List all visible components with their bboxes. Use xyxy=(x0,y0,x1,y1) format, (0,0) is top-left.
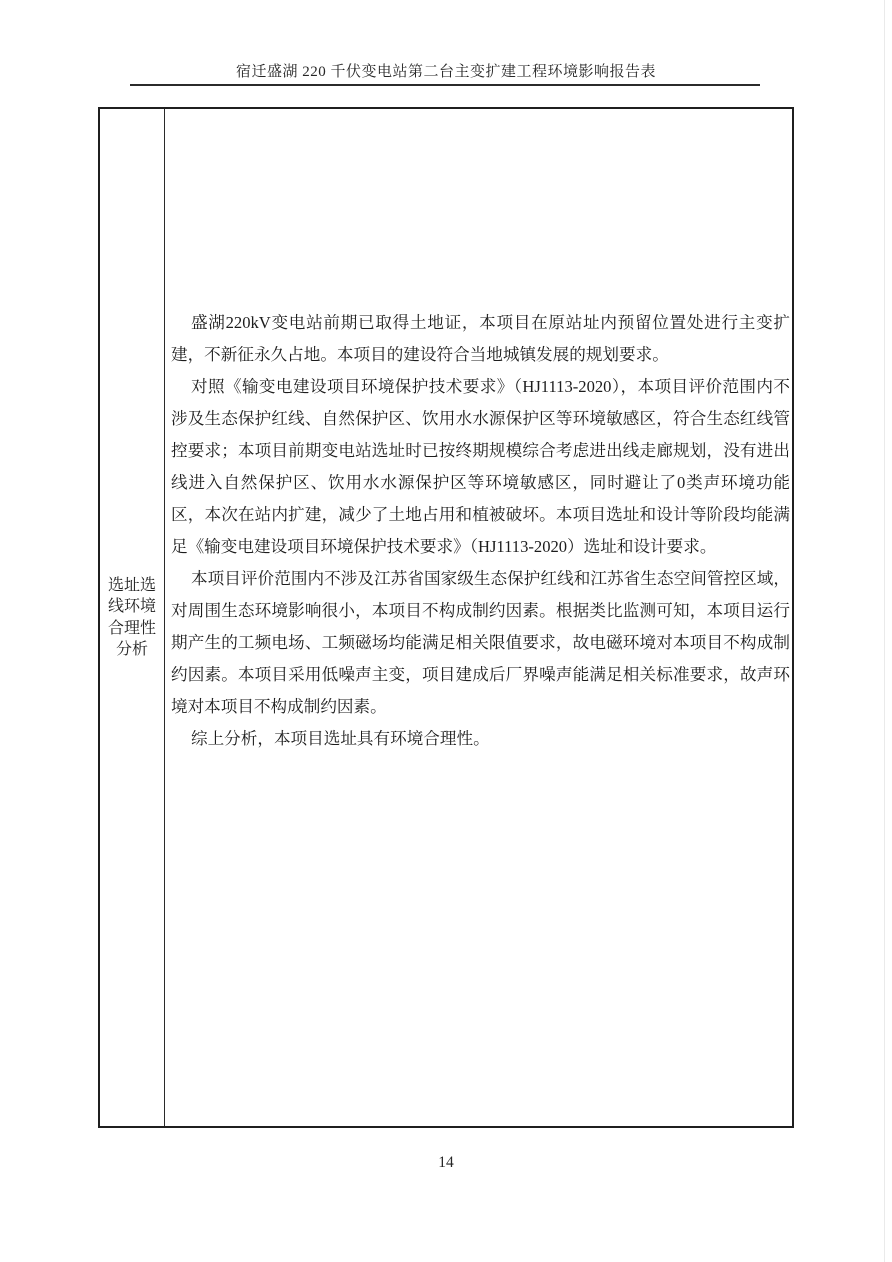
paragraph-conclusion: 综上分析，本项目选址具有环境合理性。 xyxy=(191,729,490,748)
paragraph-land-use: 盛湖220kV变电站前期已取得土地证，本项目在原站址内预留位置处进行主变扩建，不新征永久占地。本项目的建设符合当地城镇发展的规划要求。 xyxy=(171,313,790,364)
scan-edge-artifact xyxy=(884,0,885,1262)
eia-table xyxy=(98,107,794,1128)
page-number: 14 xyxy=(438,1154,454,1171)
row-label-cell xyxy=(100,109,165,1126)
row-label: 选址选线环境合理性分析 xyxy=(107,576,156,658)
header-divider xyxy=(130,84,760,86)
paragraph-hj1113-compliance: 对照《输变电建设项目环境保护技术要求》（HJ1113-2020），本项目评价范围内不涉及生态保护红线、自然保护区、饮用水水源保护区等环境敏感区，符合生态红线管控要求；本项目前期变电站选址时已按终期规模综合考虑进出线走廊规划，没有进出线进入自然保护区、饮用水水源保护区等环境敏感区，同时避让了0类声环境功能区，本次在站内扩建，减少了土地占用和植被破坏。本项目选址和设计等阶段均能满足《输变电建设项目环境保护技术要求》（HJ1113-2020）选址和设计要求。 xyxy=(171,377,790,556)
paragraph-ecology-emf-noise: 本项目评价范围内不涉及江苏省国家级生态保护红线和江苏省生态空间管控区域，对周围生态环境影响很小，本项目不构成制约因素。根据类比监测可知，本项目运行期产生的工频电场、工频磁场均能满足相关限值要求，故电磁环境对本项目不构成制约因素。本项目采用低噪声主变，项目建成后厂界噪声能满足相关标准要求，故声环境对本项目不构成制约因素。 xyxy=(171,569,790,716)
row-content-cell xyxy=(165,109,792,1126)
document-header-title: 宿迁盛湖 220 千伏变电站第二台主变扩建工程环境影响报告表 xyxy=(235,64,656,80)
